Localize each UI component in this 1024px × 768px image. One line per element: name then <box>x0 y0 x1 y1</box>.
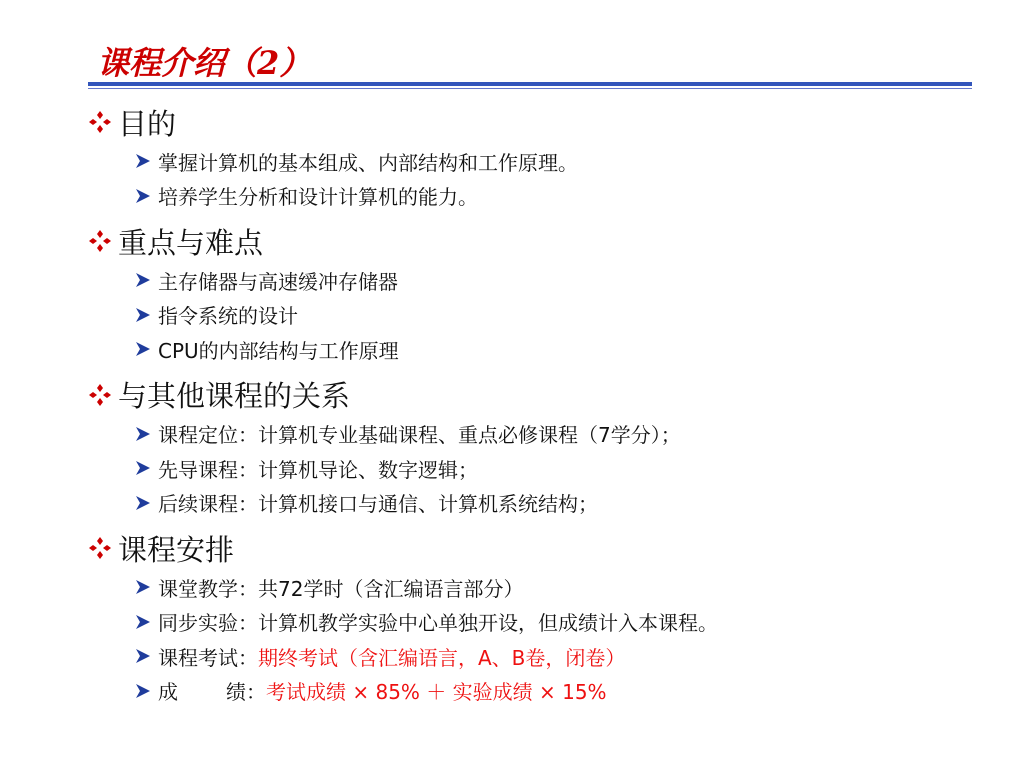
list-item <box>134 639 988 674</box>
list-item-text: 指令系统的设计 <box>158 304 298 329</box>
slide-body <box>88 100 988 714</box>
arrow-bullet-icon <box>134 647 152 665</box>
list-item-text: 课堂教学：共72学时（含汇编语言部分） <box>158 576 524 601</box>
list-item-label: 课程考试： <box>158 645 258 670</box>
list-item <box>134 144 988 179</box>
section-heading <box>88 373 988 417</box>
section-heading-text: 重点与难点 <box>118 225 264 260</box>
list-item <box>134 451 988 486</box>
section-heading-text: 课程安排 <box>118 532 235 567</box>
list-item-text: CPU的内部结构与工作原理 <box>158 338 399 363</box>
diamond-bullet-icon <box>88 229 112 253</box>
section-related-courses <box>88 373 988 521</box>
grade-label-second: 绩： <box>226 680 266 705</box>
section-heading <box>88 219 988 263</box>
list-item-text: 培养学生分析和设计计算机的能力。 <box>158 185 478 210</box>
list-item-text: 同步实验：计算机教学实验中心单独开设，但成绩计入本课程。 <box>158 611 718 636</box>
arrow-bullet-icon <box>134 306 152 324</box>
section-heading-text: 与其他课程的关系 <box>118 379 351 413</box>
arrow-bullet-icon <box>134 494 152 512</box>
arrow-bullet-icon <box>134 340 152 358</box>
list-item-text: 主存储器与高速缓冲存储器 <box>158 269 398 294</box>
list-item-text: 掌握计算机的基本组成、内部结构和工作原理。 <box>158 150 578 175</box>
list-item <box>134 605 988 640</box>
list-item <box>134 332 988 367</box>
exam-format-value: 期终考试（含汇编语言，A、B卷，闭卷） <box>258 645 626 670</box>
arrow-bullet-icon <box>134 271 152 289</box>
arrow-bullet-icon <box>134 425 152 443</box>
arrow-bullet-icon <box>134 613 152 631</box>
list-item-text: 后续课程：计算机接口与通信、计算机系统结构； <box>158 492 598 517</box>
list-item-text: 先导课程：计算机导论、数字逻辑； <box>158 457 478 482</box>
list-item <box>134 674 988 709</box>
arrow-bullet-icon <box>134 578 152 596</box>
section-heading <box>88 526 988 570</box>
arrow-bullet-icon <box>134 459 152 477</box>
section-key-points <box>88 219 988 367</box>
list-item <box>134 417 988 452</box>
arrow-bullet-icon <box>134 682 152 700</box>
section-heading-text: 目的 <box>118 106 177 141</box>
diamond-bullet-icon <box>88 110 112 134</box>
list-item <box>134 570 988 605</box>
arrow-bullet-icon <box>134 152 152 170</box>
diamond-bullet-icon <box>88 536 112 560</box>
slide-title: 课程介绍（2） <box>97 44 312 82</box>
diamond-bullet-icon <box>88 383 112 407</box>
list-item <box>134 486 988 521</box>
grade-label-first: 成 <box>158 680 178 705</box>
section-schedule <box>88 526 988 708</box>
list-item <box>134 298 988 333</box>
list-item <box>134 263 988 298</box>
title-divider-thin <box>88 88 972 89</box>
section-heading <box>88 100 988 144</box>
title-divider <box>88 82 972 86</box>
arrow-bullet-icon <box>134 187 152 205</box>
section-purpose <box>88 100 988 213</box>
grade-formula-value: 考试成绩 × 85% ＋ 实验成绩 × 15% <box>266 680 607 705</box>
list-item-text: 课程定位：计算机专业基础课程、重点必修课程（7学分）； <box>158 423 681 448</box>
list-item <box>134 179 988 214</box>
